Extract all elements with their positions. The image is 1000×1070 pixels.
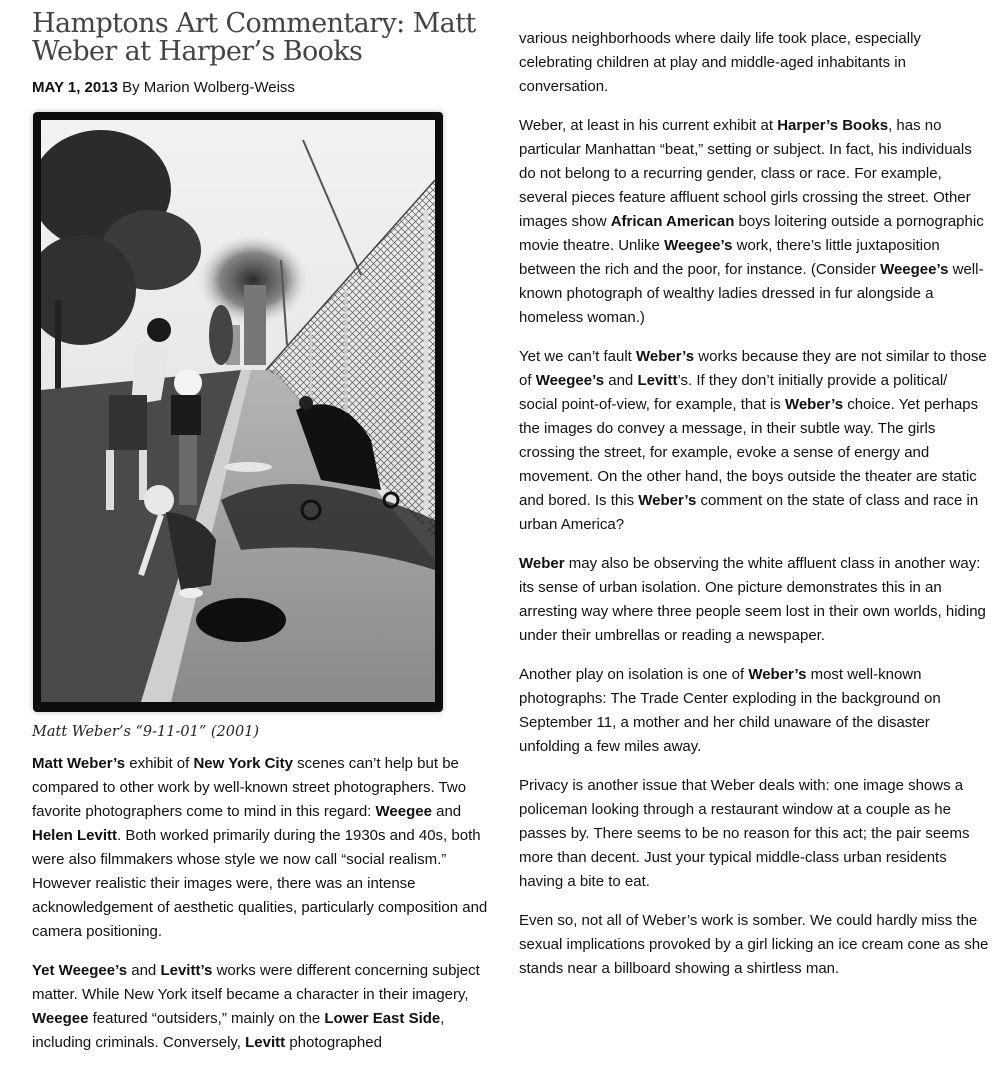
bold-term: Weegee’s: [880, 261, 949, 278]
text-run: various neighborhoods where daily life took place, especially celebrating children at play and middle-aged inhabitants in conversation.: [519, 30, 921, 95]
text-run: works were different concerning subject matter. While New York itself became a character in their imagery,: [32, 962, 480, 1003]
byline: [32, 78, 494, 98]
article-paragraph: [519, 114, 989, 330]
publish-date: MAY 1, 2013: [32, 79, 118, 96]
article-paragraph: [32, 959, 494, 1055]
text-run: most well-known photographs: The Trade Center exploding in the background on September 11, a mother and her child unaware of the disaster unfolding a few miles away.: [519, 666, 941, 755]
bold-term: Harper’s Books: [777, 117, 889, 134]
article-paragraph: [519, 663, 989, 759]
bold-term: Weegee: [32, 1010, 89, 1027]
text-run: exhibit of: [125, 755, 194, 772]
bold-term: Weegee’s: [664, 237, 733, 254]
right-column: [519, 0, 989, 996]
bold-term: Yet Weegee’s: [32, 962, 128, 979]
text-run: scenes can’t help but be compared to other work by well-known street photographers. Two favorite photographers come to mind in this regard:: [32, 755, 467, 820]
text-run: ’s. If they don’t initially provide a political/ social point-of-view, for example, that is: [519, 372, 948, 413]
text-run: Weber, at least in his current exhibit at: [519, 117, 778, 134]
byline-prefix: By: [117, 79, 144, 96]
text-run: and: [127, 962, 161, 979]
text-run: . Both worked primarily during the 1930s and 40s, both were also filmmakers whose style we now call “social realism.” However realistic their images were, there was an intense acknowledgement of aesthetic qualities, particularly composition and camera positioning.: [32, 827, 488, 940]
bold-term: Weegee: [375, 803, 432, 820]
text-run: work, there’s little juxtaposition between the rich and the poor, for instance. (Consider: [519, 237, 940, 278]
bold-term: Matt Weber’s: [32, 755, 126, 772]
article-paragraph: [519, 774, 989, 894]
bold-term: Lower East Side: [324, 1010, 441, 1027]
bold-term: Levitt’s: [160, 962, 213, 979]
tower: [244, 285, 266, 365]
text-run: , has no particular Manhattan “beat,” setting or subject. In fact, his individuals do not belong to a recurring gender, class or race. For example, several pieces feature affluent school girls crossing the street. Other images show: [519, 117, 972, 230]
text-run: and: [431, 803, 462, 820]
left-paragraphs: [32, 752, 494, 1055]
text-run: , including criminals. Conversely,: [32, 1010, 445, 1051]
text-run: Another play on isolation is one of: [519, 666, 749, 683]
text-run: works because they are not similar to those of: [519, 348, 987, 389]
bold-term: New York City: [193, 755, 293, 772]
right-paragraphs: [519, 27, 989, 981]
article-paragraph: [519, 27, 989, 99]
bold-term: Weber’s: [636, 348, 695, 365]
text-run: Yet we can’t fault: [519, 348, 637, 365]
article-paragraph: [32, 752, 494, 944]
text-run: photographed: [285, 1034, 382, 1051]
bold-term: Levitt: [637, 372, 678, 389]
article-title: Hamptons Art Commentary: Matt Weber at Harper’s Books: [32, 8, 476, 67]
text-run: Privacy is another issue that Weber deals with: one image shows a policeman looking through a restaurant window at a couple as he passes by. There seems to be no reason for this act; the pair seems more than decent. Just your typical middle-class urban residents having a bite to eat.: [519, 777, 970, 890]
bold-term: Weber’s: [638, 492, 697, 509]
photo-illustration: [41, 120, 435, 702]
article-paragraph: [519, 552, 989, 648]
left-column: [32, 0, 494, 1070]
text-run: boys loitering outside a pornographic movie theatre. Unlike: [519, 213, 984, 254]
article-photo: [33, 112, 443, 712]
text-run: and: [604, 372, 638, 389]
text-run: Even so, not all of Weber’s work is somber. We could hardly miss the sexual implications provoked by a girl licking an ice cream cone as she stands near a billboard showing a shirtless man.: [519, 912, 989, 977]
bold-term: Weber: [519, 555, 565, 572]
bold-term: Weber’s: [784, 396, 844, 413]
bold-term: Levitt: [245, 1034, 286, 1051]
text-run: well-known photograph of wealthy ladies dressed in fur alongside a homeless woman.): [519, 261, 984, 326]
photo-caption: Matt Weber’s “9-11-01” (2001): [32, 724, 260, 740]
bold-term: Weber’s: [748, 666, 807, 683]
bold-term: Weegee’s: [535, 372, 605, 389]
text-run: choice. Yet perhaps the images do convey a message, in their subtle way. The girls crossing the street, for example, evoke a sense of energy and movement. On the other hand, the boys outside the theater are static and bored. Is this: [519, 396, 979, 509]
article-paragraph: [519, 909, 989, 981]
article-paragraph: [519, 345, 989, 537]
text-run: featured “outsiders,” mainly on the: [88, 1010, 325, 1027]
bold-term: Helen Levitt: [32, 827, 118, 844]
bold-term: African American: [610, 213, 735, 230]
text-run: may also be observing the white affluent class in another way: its sense of urban isolation. One picture demonstrates this in an arresting way where three people seem lost in their own worlds, hiding under their umbrellas or reading a newspaper.: [519, 555, 986, 644]
text-run: comment on the state of class and race in urban America?: [519, 492, 979, 533]
author-name: Marion Wolberg-Weiss: [143, 79, 295, 96]
